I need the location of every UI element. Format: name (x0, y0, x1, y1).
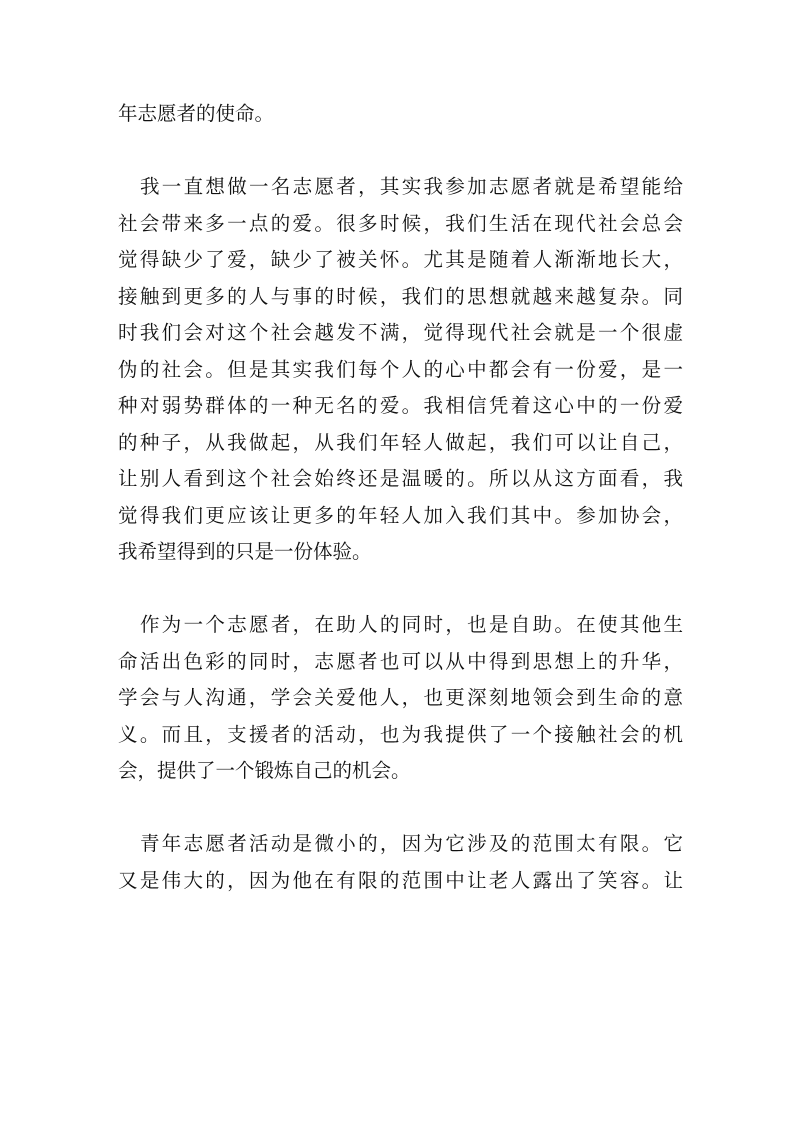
text-line: 的种子，从我做起，从我们年轻人做起，我们可以让自己， (118, 430, 683, 454)
text-line: 义。而且，支援者的活动，也为我提供了一个接触社会的机 (118, 722, 683, 746)
text-line: 会，提供了一个锻炼自己的机会。 (118, 759, 411, 782)
text-line: 年志愿者的使命。 (118, 102, 275, 125)
text-line: 觉得我们更应该让更多的年轻人加入我们其中。参加协会， (118, 503, 683, 527)
text-line: 让别人看到这个社会始终还是温暖的。所以从这方面看，我 (118, 467, 683, 490)
text-line: 社会带来多一点的爱。很多时候，我们生活在现代社会总会 (118, 211, 683, 235)
text-line: 作为一个志愿者，在助人的同时，也是自助。在使其他生 (140, 613, 683, 636)
text-line: 学会与人沟通，学会关爱他人，也更深刻地领会到生命的意 (118, 686, 683, 709)
text-line: 伪的社会。但是其实我们每个人的心中都会有一份爱，是一 (118, 357, 683, 381)
text-line: 种对弱势群体的一种无名的爱。我相信凭着这心中的一份爱 (118, 394, 683, 417)
text-line: 时我们会对这个社会越发不满，觉得现代社会就是一个很虚 (118, 321, 683, 344)
text-line: 命活出色彩的同时，志愿者也可以从中得到思想上的升华， (118, 649, 683, 673)
text-line: 觉得缺少了爱，缺少了被关怀。尤其是随着人渐渐地长大， (118, 248, 683, 271)
text-line: 青年志愿者活动是微小的，因为它涉及的范围太有限。它 (140, 832, 683, 855)
text-line: 我希望得到的只是一份体验。 (118, 540, 372, 563)
paragraph-3 (118, 607, 683, 790)
paragraph-2 (118, 169, 683, 571)
paragraph-1 (118, 96, 683, 133)
text-line: 我一直想做一名志愿者，其实我参加志愿者就是希望能给 (140, 175, 683, 198)
paragraph-4 (118, 826, 683, 899)
document-body (118, 96, 683, 899)
text-line: 又是伟大的，因为他在有限的范围中让老人露出了笑容。让 (118, 868, 683, 892)
text-line: 接触到更多的人与事的时候，我们的思想就越来越复杂。同 (118, 284, 683, 308)
